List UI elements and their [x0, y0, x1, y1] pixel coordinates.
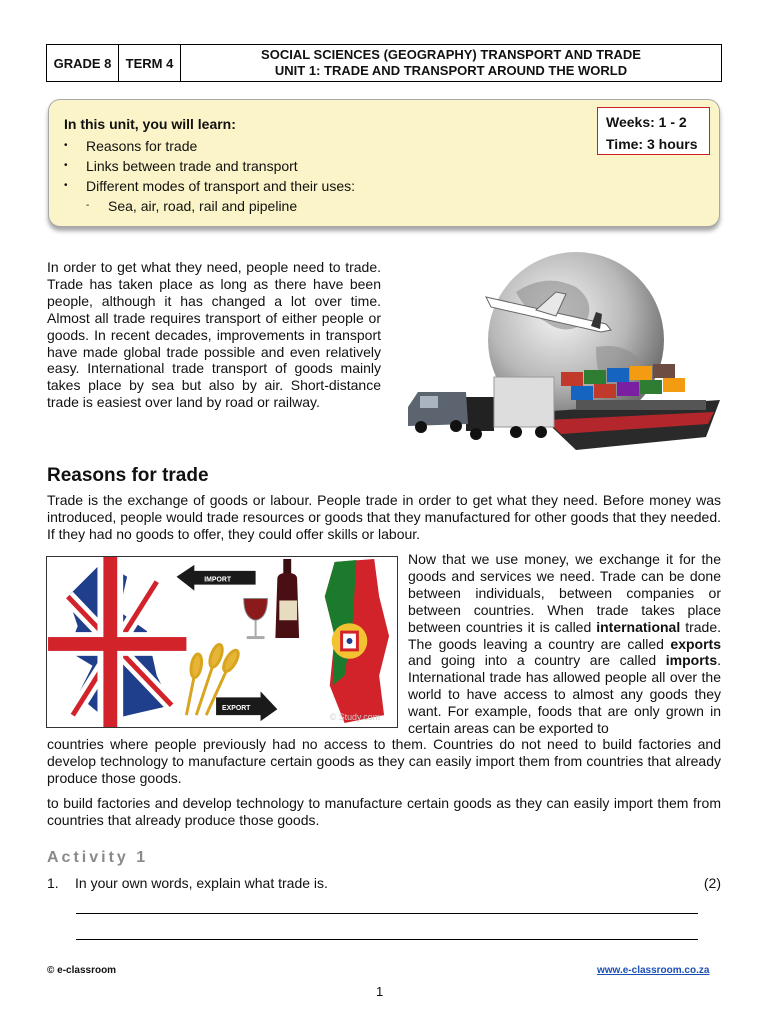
time-label: Time: 3 hours	[606, 136, 698, 152]
page-number: 1	[376, 984, 384, 999]
question-marks: (2)	[703, 875, 721, 891]
weeks-label: Weeks: 1 - 2	[606, 114, 687, 130]
answer-line[interactable]	[76, 913, 698, 914]
dash-icon: -	[86, 200, 90, 211]
bullet-icon: •	[64, 160, 68, 171]
term-cell: TERM 4	[119, 45, 181, 81]
learn-item: • Different modes of transport and their uses:	[64, 178, 355, 194]
unit-title: UNIT 1: TRADE AND TRANSPORT AROUND THE WORLD	[274, 63, 628, 78]
learn-title: In this unit, you will learn:	[64, 116, 236, 132]
learn-list	[64, 136, 355, 216]
globe-transport-illustration	[396, 252, 720, 456]
international-trade-paragraph-continued: countries where people previously had no access to them. Countries do not need to build factories and develop technology to manufacture certain goods as they can easily import them from countries that already produce those goods.	[47, 736, 721, 786]
learn-item: • Links between trade and transport	[64, 158, 298, 174]
answer-line[interactable]	[76, 939, 698, 940]
question-text: In your own words, explain what trade is.	[75, 875, 328, 891]
learn-sub-item: - Sea, air, road, rail and pipeline	[86, 198, 298, 214]
activity-question	[47, 875, 721, 891]
learning-outcomes-box	[48, 99, 720, 227]
bullet-icon: •	[64, 140, 68, 151]
header-table	[46, 44, 722, 82]
import-export-illustration	[46, 556, 398, 728]
section-title: Reasons for trade	[47, 465, 209, 486]
svg-text:EXPORT: EXPORT	[222, 705, 251, 713]
trade-definition-paragraph: Trade is the exchange of goods or labour. People trade in order to get what they need. Before money was introduced, people would trade resources or goods that they manufactured for other goods that they needed. If they had no goods to offer, they could offer skills or labour.	[47, 492, 721, 542]
learn-item: • Reasons for trade	[64, 138, 198, 154]
footer-link[interactable]: www.e-classroom.co.za	[597, 965, 710, 976]
svg-text:IMPORT: IMPORT	[204, 576, 232, 584]
activity-title: Activity 1	[47, 849, 149, 866]
footer-copyright: © e-classroom	[47, 965, 117, 976]
grade-cell: GRADE 8	[47, 45, 119, 81]
bullet-icon: •	[64, 180, 68, 191]
watermark: © Study.com	[329, 712, 381, 723]
intro-paragraph: In order to get what they need, people need to trade. Trade has taken place as long as there have been people, although it has changed a lot over time. Almost all trade requires transport of either people or goods. In recent decades, improvements in transport have made global trade possible and even relatively easy. International trade transport of goods mainly takes place by sea but also by air. Short-distance trade is easiest over land by road or railway.	[47, 259, 381, 411]
duration-box	[597, 107, 710, 155]
subject-title: SOCIAL SCIENCES (GEOGRAPHY) TRANSPORT AND TRADE	[261, 47, 641, 62]
international-trade-paragraph: Now that we use money, we exchange it for the goods and services we need. Trade can be done between individuals, between companies or between countries. When trade takes place between countries it is called international trade. The goods leaving a country are called exports and going into a country are called imports. International trade has allowed people all over the world to have access to almost any goods they want. For example, foods that are only grown in certain areas can be exported to	[408, 551, 721, 737]
repeated-paragraph: to build factories and develop technology to manufacture certain goods as they can easily import them from countries that already produce those goods.	[47, 795, 721, 828]
question-number: 1.	[47, 875, 59, 891]
title-cell	[181, 45, 721, 81]
